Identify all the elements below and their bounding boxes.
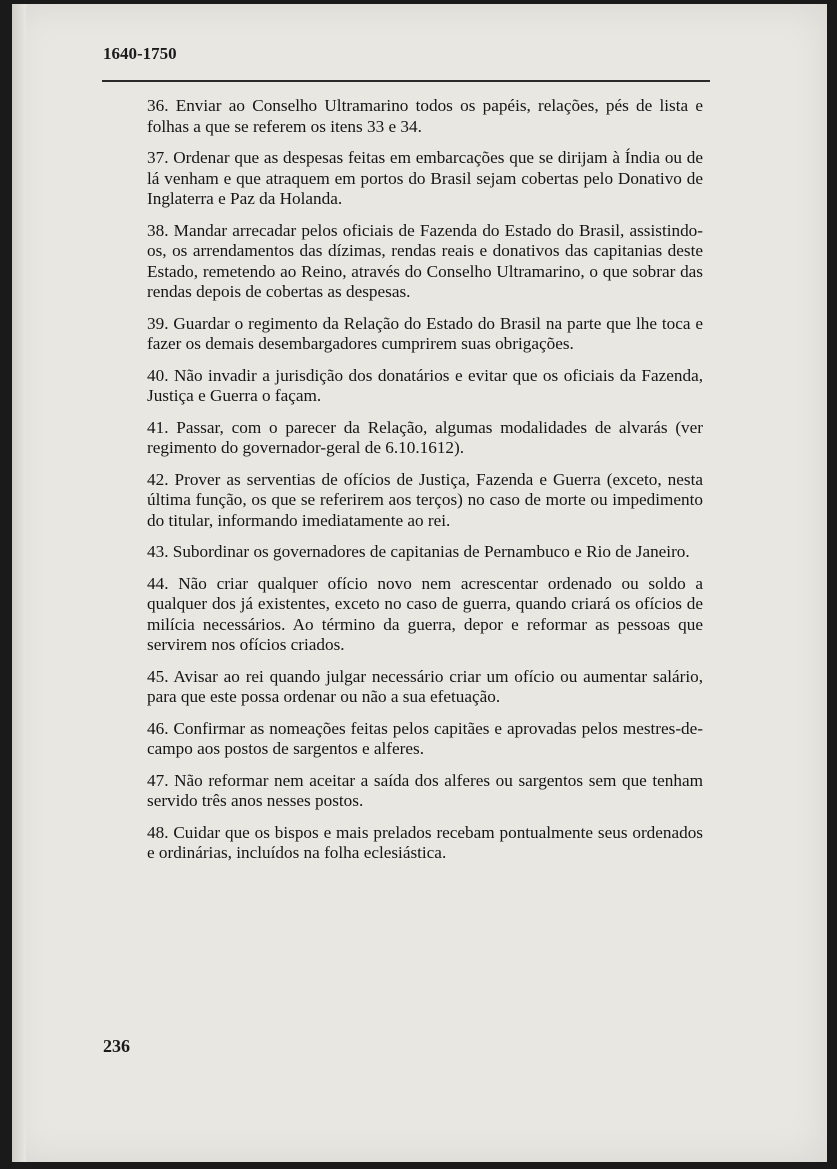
item-number: 36. [147,96,169,115]
header-rule [102,80,710,82]
item-text: Não invadir a jurisdição dos donatários e evitar que os oficiais da Fazenda, Justiça e Guerra o façam. [147,365,703,405]
page-number: 236 [103,1036,130,1056]
running-head: 1640-1750 [103,44,177,63]
item-text: Avisar ao rei quando julgar necessário criar um ofício ou aumentar salário, para que este possa ordenar ou não a sua efetuação. [147,666,703,706]
item-number: 44. [147,573,169,593]
list-item [147,719,703,760]
item-text: Subordinar os governadores de capitanias de Pernambuco e Rio de Janeiro. [172,542,690,561]
item-number: 37. [147,148,169,167]
item-number: 39. [147,313,169,333]
item-text: Não reformar nem aceitar a saída dos alferes ou sargentos sem que tenham servido três anos nesses postos. [147,770,703,810]
item-text: Mandar arrecadar pelos oficiais de Fazenda do Estado do Brasil, assistindo-os, os arrendamentos das dízimas, rendas reais e donativos das capitanias deste Estado, remetendo ao Reino, através do Conselho Ultramarino, o que sobrar das rendas depois de cobertas as despesas. [147,220,704,301]
list-item [147,542,703,563]
list-item [147,221,703,303]
item-text: Prover as serventias de ofícios de Justiça, Fazenda e Guerra (exceto, nesta última função, os que se referirem aos terços) no caso de morte ou impedimento do titular, informando imediatamente ao rei. [147,469,703,530]
list-item [147,96,703,137]
item-text: Guardar o regimento da Relação do Estado do Brasil na parte que lhe toca e fazer os demais desembargadores cumprirem suas obrigações. [147,313,704,353]
item-number: 47. [147,770,169,790]
item-text: Passar, com o parecer da Relação, algumas modalidades de alvarás (ver regimento do governador-geral de 6.10.1612). [147,417,704,457]
list-item [147,366,703,407]
list-item [147,771,703,812]
item-number: 41. [147,417,169,437]
list-item [147,823,703,864]
item-text: Enviar ao Conselho Ultramarino todos os papéis, relações, pés de lista e folhas a que se referem os itens 33 e 34. [147,96,703,136]
list-item [147,574,703,656]
item-number: 42. [147,469,169,489]
item-number: 46. [147,718,169,738]
list-item [147,148,703,210]
item-text: Cuidar que os bispos e mais prelados recebam pontualmente seus ordenados e ordinárias, incluídos na folha eclesiástica. [147,822,703,862]
item-number: 48. [147,822,169,842]
item-number: 38. [147,220,169,240]
item-number: 45. [147,666,169,686]
numbered-item-list [147,96,703,875]
list-item [147,470,703,532]
list-item [147,314,703,355]
item-text: Confirmar as nomeações feitas pelos capitães e aprovadas pelos mestres-de-campo aos postos de sargentos e alferes. [147,718,703,758]
item-text: Ordenar que as despesas feitas em embarcações que se dirijam à Índia ou de lá venham e que atraquem em portos do Brasil sejam cobertas pelo Donativo de Inglaterra e Paz da Holanda. [147,148,703,208]
item-text: Não criar qualquer ofício novo nem acrescentar ordenado ou soldo a qualquer dos já existentes, exceto no caso de guerra, quando criará os ofícios de milícia necessários. Ao término da guerra, depor e reformar as pessoas que servirem nos ofícios criados. [147,573,704,654]
page-spine-shadow [12,4,26,1162]
item-number: 43. [147,542,169,561]
list-item [147,418,703,459]
item-number: 40. [147,365,169,385]
list-item [147,667,703,708]
